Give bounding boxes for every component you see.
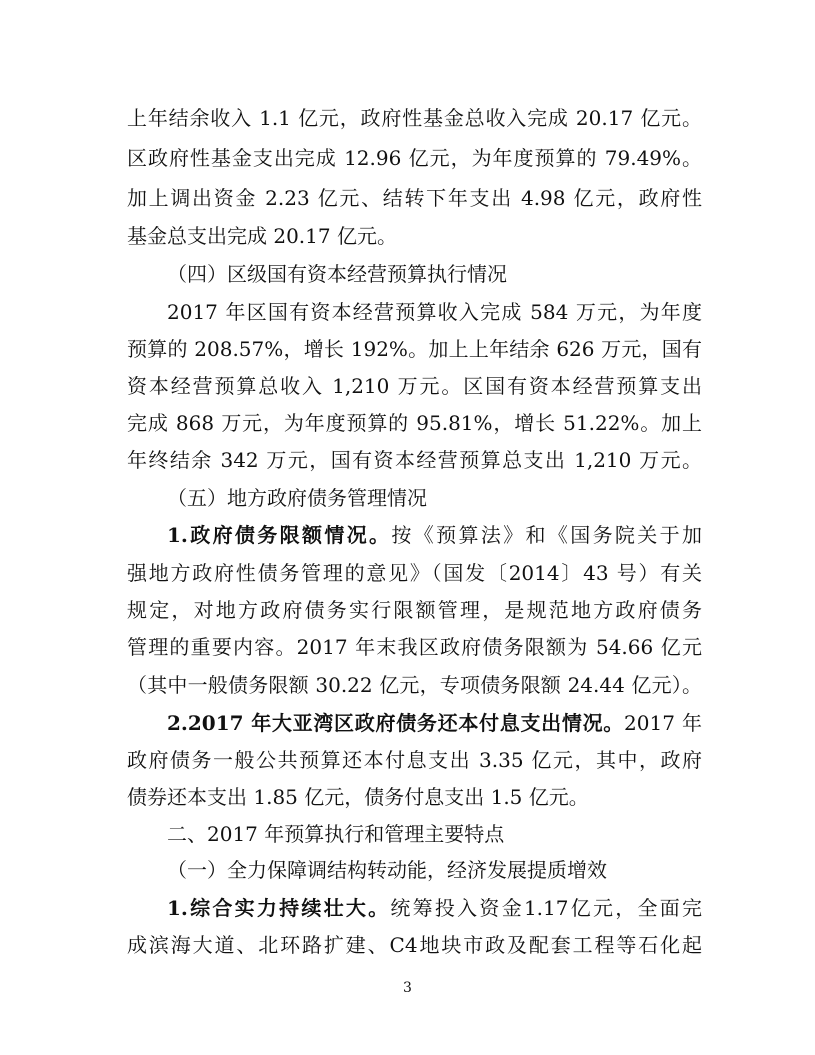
section-heading: （四）区级国有资本经营预算执行情况 [167,262,507,286]
paragraph-line: （其中一般债务限额 30.22 亿元，专项债务限额 24.44 亿元）。 [127,673,702,697]
paragraph-line: 加上调出资金 2.23 亿元、结转下年支出 4.98 亿元，政府性 [127,186,702,210]
section-heading: （一）全力保障调结构转动能，经济发展提质增效 [167,858,607,882]
paragraph-line: 债券还本支出 1.85 亿元，债务付息支出 1.5 亿元。 [127,785,589,809]
paragraph-line: 2.2017 年大亚湾区政府债务还本付息支出情况。2017 年 [167,711,702,735]
paragraph-line: 上年结余收入 1.1 亿元，政府性基金总收入完成 20.17 亿元。 [127,106,702,130]
paragraph-line: 规定，对地方政府债务实行限额管理，是规范地方政府债务 [127,598,702,622]
paragraph-line: 预算的 208.57%，增长 192%。加上上年结余 626 万元，国有 [127,337,702,361]
paragraph-line: 1.政府债务限额情况。按《预算法》和《国务院关于加 [167,523,702,547]
paragraph-line: 强地方政府性债务管理的意见》（国发〔2014〕43 号）有关 [127,561,702,585]
paragraph-line: 完成 868 万元，为年度预算的 95.81%，增长 51.22%。加上 [127,411,702,435]
paragraph-line: 成滨海大道、北环路扩建、C4地块市政及配套工程等石化起 [127,933,702,957]
paragraph-line: 管理的重要内容。2017 年末我区政府债务限额为 54.66 亿元 [127,635,702,659]
paragraph-line: 资本经营预算总收入 1,210 万元。区国有资本经营预算支出 [127,374,702,398]
paragraph-line: 区政府性基金支出完成 12.96 亿元，为年度预算的 79.49%。 [127,146,702,170]
paragraph-line: 1.综合实力持续壮大。统筹投入资金1.17亿元，全面完 [167,896,702,920]
paragraph-line: 年终结余 342 万元，国有资本经营预算总支出 1,210 万元。 [127,448,702,472]
paragraph-line: 政府债务一般公共预算还本付息支出 3.35 亿元，其中，政府 [127,748,702,772]
section-heading: 二、2017 年预算执行和管理主要特点 [167,822,505,846]
paragraph-line: 2017 年区国有资本经营预算收入完成 584 万元，为年度 [167,300,702,324]
bold-lead: 1.综合实力持续壮大。 [167,896,391,920]
bold-lead: 1.政府债务限额情况。 [167,523,392,547]
bold-lead: 2.2017 年大亚湾区政府债务还本付息支出情况。 [167,711,625,735]
paragraph-line: 基金总支出完成 20.17 亿元。 [127,224,397,248]
page-number: 3 [403,980,412,996]
section-heading: （五）地方政府债务管理情况 [167,486,427,510]
